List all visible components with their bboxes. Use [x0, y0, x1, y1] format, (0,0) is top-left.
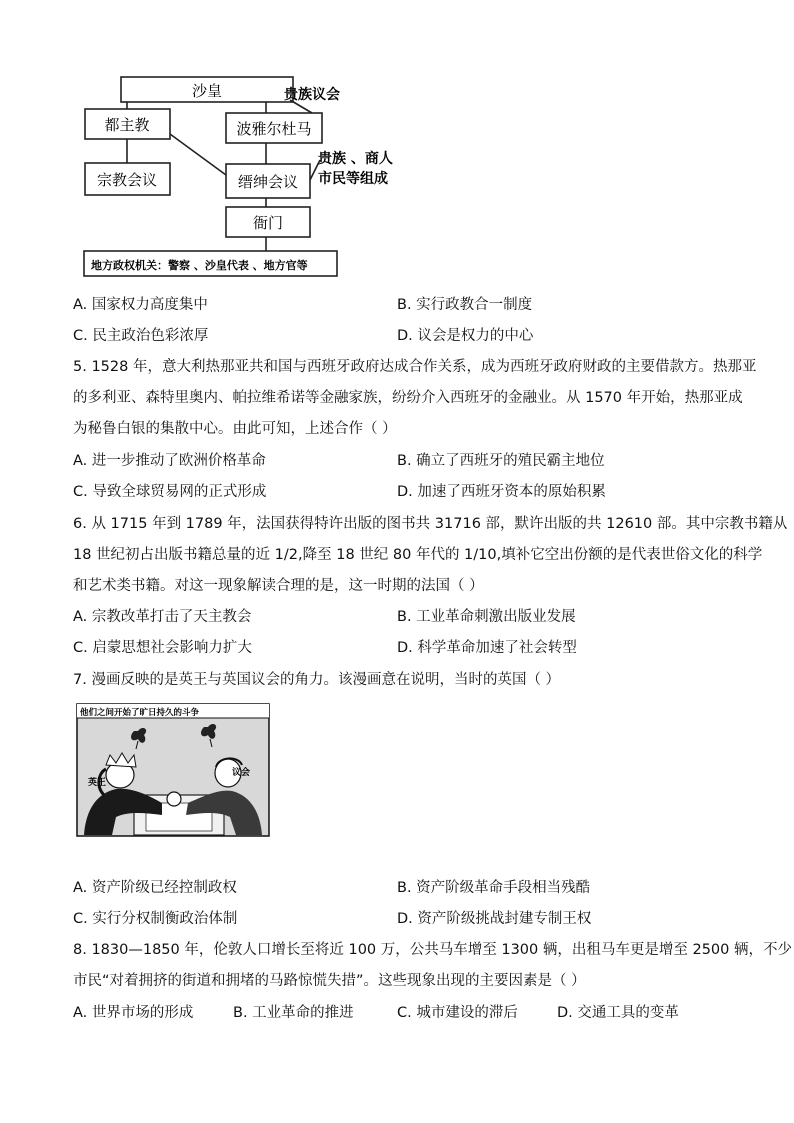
q4-option-b[interactable]: B. 实行政教合一制度: [397, 297, 533, 313]
q6-stem-line2: 18 世纪初占出版书籍总量的近 1/2,降至 18 世纪 80 年代的 1/10,填补它空出份额的是代表世俗文化的科学: [73, 547, 763, 563]
tsar-label: 沙皇: [191, 82, 223, 100]
q8-option-d[interactable]: D. 交通工具的变革: [557, 1005, 679, 1021]
prikazy-label: 衙门: [252, 214, 284, 232]
q6-stem-line1: 6. 从 1715 年到 1789 年，法国获得特许出版的图书共 31716 部，默许出版的共 12610 部。其中宗教书籍从: [73, 516, 788, 532]
q5-stem-line1: 5. 1528 年，意大利热那亚共和国与西班牙政府达成合作关系，成为西班牙政府财政的主要借款方。热那亚: [73, 359, 757, 375]
q7-option-c[interactable]: C. 实行分权制衡政治体制: [73, 911, 238, 927]
zemsky-sobor-label: 缙绅会议: [237, 173, 299, 191]
boyar-duma-label: 波雅尔杜马: [236, 120, 312, 138]
nobility-council-note: 贵族议会: [284, 87, 340, 103]
q8-option-b[interactable]: B. 工业革命的推进: [233, 1005, 354, 1021]
q4-option-d[interactable]: D. 议会是权力的中心: [397, 328, 534, 344]
q4-option-c[interactable]: C. 民主政治色彩浓厚: [73, 328, 209, 344]
q6-option-b[interactable]: B. 工业革命刺激出版业发展: [397, 609, 576, 625]
metropolitan-label: 都主教: [104, 116, 150, 134]
q7-option-b[interactable]: B. 资产阶级革命手段相当残酷: [397, 880, 591, 896]
composition-note-line1: 贵族 、商人: [318, 151, 393, 167]
q8-stem-line2: 市民“对着拥挤的街道和拥堵的马路惊慌失措”。这些现象出现的主要因素是（ ）: [73, 973, 586, 989]
q5-option-c[interactable]: C. 导致全球贸易网的正式形成: [73, 484, 267, 500]
label-parliament: 议会: [232, 768, 251, 778]
church-council-label: 宗教会议: [96, 171, 158, 189]
cartoon-caption: 他们之间开始了旷日持久的斗争: [80, 708, 200, 718]
q5-option-d[interactable]: D. 加速了西班牙资本的原始积累: [397, 484, 606, 500]
q6-option-c[interactable]: C. 启蒙思想社会影响力扩大: [73, 640, 252, 656]
local-organs-label: 地方政权机关：警察 、沙皇代表 、地方官等: [91, 259, 308, 272]
q8-option-c[interactable]: C. 城市建设的滞后: [397, 1005, 518, 1021]
q5-option-b[interactable]: B. 确立了西班牙的殖民霸主地位: [397, 453, 605, 469]
q5-option-a[interactable]: A. 进一步推动了欧洲价格革命: [73, 453, 266, 469]
q8-stem-line1: 8. 1830—1850 年，伦敦人口增长至将近 100 万，公共马车增至 1300 辆，出租马车更是增至 2500 辆，不少: [73, 942, 792, 958]
q5-stem-line2: 的多利亚、森特里奥内、帕拉维希诺等金融家族，纷纷介入西班牙的金融业。从 1570 年开始，热那亚成: [73, 390, 743, 406]
q7-option-a[interactable]: A. 资产阶级已经控制政权: [73, 880, 237, 896]
q7-stem: 7. 漫画反映的是英王与英国议会的角力。该漫画意在说明，当时的英国（ ）: [73, 672, 561, 688]
q7-option-d[interactable]: D. 资产阶级挑战封建专制王权: [397, 911, 592, 927]
q8-option-a[interactable]: A. 世界市场的形成: [73, 1005, 194, 1021]
king-vs-parliament-cartoon: [76, 703, 270, 837]
q4-option-a[interactable]: A. 国家权力高度集中: [73, 297, 208, 313]
q6-stem-line3: 和艺术类书籍。对这一现象解读合理的是，这一时期的法国（ ）: [73, 578, 484, 594]
q6-option-a[interactable]: A. 宗教改革打击了天主教会: [73, 609, 252, 625]
composition-note-line2: 市民等组成: [318, 171, 388, 187]
q6-option-d[interactable]: D. 科学革命加速了社会转型: [397, 640, 577, 656]
russian-state-structure-diagram: [0, 0, 794, 290]
q5-stem-line3: 为秘鲁白银的集散中心。由此可知，上述合作（ ）: [73, 421, 397, 437]
label-king: 英王: [88, 778, 107, 788]
